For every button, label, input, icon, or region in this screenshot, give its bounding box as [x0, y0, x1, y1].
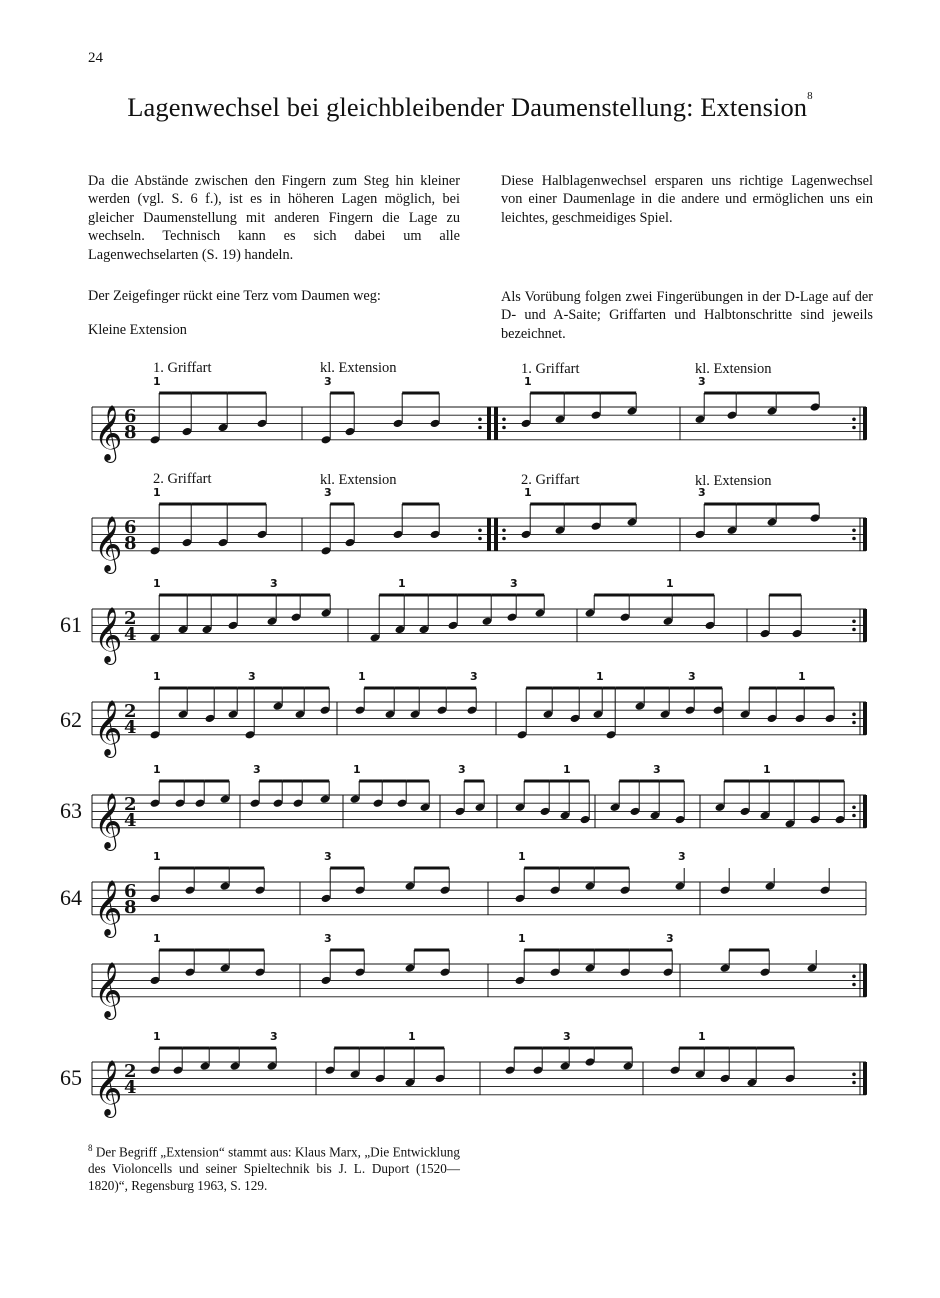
time-signature-bottom: 8: [124, 422, 137, 443]
staff: [92, 516, 867, 574]
label-griffart-1: 1. Griffart: [521, 361, 580, 377]
fingering-number: 3: [324, 932, 332, 945]
end-bar-thick: [863, 964, 867, 997]
exercise-number-61: 61: [60, 612, 82, 637]
fingering-number: 3: [678, 850, 686, 863]
fingering-number: 3: [324, 486, 332, 499]
exercise-number-63: 63: [60, 798, 82, 823]
end-bar-thick: [863, 609, 867, 642]
treble-clef-icon: 𝄞: [94, 515, 123, 572]
intro-right-paragraph: Diese Halblagenwechsel ersparen uns richtige Lagenwechsel von einer Daumenlage in die andere und ermöglichen uns ein leichtes, geschmeidiges Spiel.: [501, 173, 873, 226]
time-signature-top: 6: [124, 881, 137, 902]
note-group: [150, 670, 836, 740]
fingering-number: 1: [153, 763, 161, 776]
fingering-number: 1: [666, 577, 674, 590]
label-kl-extension: kl. Extension: [320, 360, 397, 376]
fingering-number: 1: [153, 932, 161, 945]
title-footnote-mark: 8: [807, 90, 813, 102]
time-signature-top: 2: [124, 794, 137, 815]
fingering-number: 1: [153, 486, 161, 499]
repeat-dot: [852, 620, 856, 624]
fingering-number: 3: [666, 932, 674, 945]
repeat-bar-thick: [494, 518, 498, 551]
exercise-number-65: 65: [60, 1065, 82, 1090]
treble-clef-icon: 𝄞: [94, 961, 123, 1018]
note-group: [150, 375, 821, 445]
footnote: [88, 1140, 460, 1194]
label-kl-extension: kl. Extension: [320, 472, 397, 488]
treble-clef-icon: 𝄞: [94, 1059, 123, 1116]
repeat-bar-thick: [487, 518, 491, 551]
treble-clef-icon: 𝄞: [94, 404, 123, 461]
fingering-number: 3: [688, 670, 696, 683]
fingering-number: 1: [518, 932, 526, 945]
end-bar-thick: [863, 1062, 867, 1095]
preliminary-exercise-note: Als Vorübung folgen zwei Fingerübungen in der D-Lage auf der D- und A-Saite; Griffarten und Halbtonschritte sind jeweils bezeichnet.: [501, 289, 873, 342]
label-griffart-2: 2. Griffart: [153, 471, 212, 487]
repeat-dot: [852, 713, 856, 717]
staff: [92, 405, 867, 463]
repeat-dot: [852, 537, 856, 541]
fingering-number: 1: [153, 375, 161, 388]
fingering-number: 3: [270, 1030, 278, 1043]
page-number: 24: [88, 50, 103, 66]
exercise-number-64: 64: [60, 885, 82, 910]
fingering-number: 1: [563, 763, 571, 776]
fingering-number: 1: [153, 850, 161, 863]
note-group: [150, 850, 831, 903]
fingering-number: 1: [408, 1030, 416, 1043]
fingering-number: 3: [698, 375, 706, 388]
end-bar-thick: [863, 518, 867, 551]
time-signature-bottom: 4: [124, 717, 137, 738]
fingering-number: 1: [763, 763, 771, 776]
time-signature-bottom: 4: [124, 624, 137, 645]
repeat-bar-thick: [494, 407, 498, 440]
fingering-number: 1: [358, 670, 366, 683]
repeat-dot: [852, 529, 856, 533]
fingering-number: 1: [698, 1030, 706, 1043]
fingering-number: 3: [248, 670, 256, 683]
treble-clef-icon: 𝄞: [94, 879, 123, 936]
footnote-text: Der Begriff „Extension“ stammt aus: Klaus Marx, „Die Entwicklung des Violoncells und seiner Spieltechnik bis J. L. Duport (1520—1820)“, Regensburg 1963, S. 129.: [88, 1144, 460, 1193]
repeat-dot: [852, 721, 856, 725]
time-signature-top: 2: [124, 1061, 137, 1082]
label-griffart-1: 1. Griffart: [153, 360, 212, 376]
repeat-dot: [852, 628, 856, 632]
fingering-number: 1: [398, 577, 406, 590]
repeat-dot: [502, 529, 506, 533]
fingering-number: 1: [524, 375, 532, 388]
repeat-dot: [478, 529, 482, 533]
fingering-number: 3: [270, 577, 278, 590]
repeat-dot: [502, 418, 506, 422]
index-finger-line: Der Zeigefinger rückt eine Terz vom Daumen weg:: [88, 288, 381, 304]
intro-left-paragraph: Da die Abstände zwischen den Fingern zum Steg hin kleiner werden (vgl. S. 6 f.), ist es in höheren Lagen möglich, bei gleicher Daumenstellung mit anderen Fingern die Lage zu wechseln. Technisch kann es sich dabei um alle Lagenwechselarten (S. 19) handeln.: [88, 173, 460, 263]
end-bar-thick: [863, 795, 867, 828]
staff: [92, 607, 867, 665]
label-kl-extension: kl. Extension: [695, 473, 772, 489]
fingering-number: 1: [353, 763, 361, 776]
repeat-dot: [478, 426, 482, 430]
footnote-mark: 8: [88, 1143, 93, 1153]
note-group: [150, 577, 803, 642]
end-bar-thick: [863, 702, 867, 735]
fingering-number: 1: [153, 1030, 161, 1043]
staff-systems: [92, 405, 867, 1118]
repeat-dot: [852, 1073, 856, 1077]
title-text: Lagenwechsel bei gleichbleibender Daumenstellung: Extension: [127, 92, 808, 122]
fingering-number: 1: [518, 850, 526, 863]
repeat-dot: [852, 814, 856, 818]
time-signature-bottom: 4: [124, 1077, 137, 1098]
time-signature-bottom: 8: [124, 533, 137, 554]
repeat-dot: [852, 426, 856, 430]
repeat-bar-thick: [487, 407, 491, 440]
fingering-number: 3: [470, 670, 478, 683]
exercise-number-62: 62: [60, 707, 82, 732]
time-signature-top: 2: [124, 701, 137, 722]
repeat-dot: [502, 426, 506, 430]
fingering-number: 1: [153, 577, 161, 590]
repeat-dot: [852, 418, 856, 422]
repeat-dot: [478, 418, 482, 422]
staff: [92, 962, 867, 1020]
time-signature-bottom: 4: [124, 810, 137, 831]
time-signature-top: 2: [124, 608, 137, 629]
fingering-number: 1: [798, 670, 806, 683]
note-group: [150, 486, 821, 556]
time-signature-bottom: 8: [124, 897, 137, 918]
fingering-number: 3: [324, 850, 332, 863]
fingering-number: 1: [596, 670, 604, 683]
staff: [92, 880, 866, 938]
time-signature-top: 6: [124, 517, 137, 538]
fingering-number: 3: [324, 375, 332, 388]
label-kl-extension: kl. Extension: [695, 361, 772, 377]
fingering-number: 3: [510, 577, 518, 590]
repeat-dot: [852, 983, 856, 987]
treble-clef-icon: 𝄞: [94, 792, 123, 849]
fingering-number: 3: [253, 763, 261, 776]
repeat-dot: [478, 537, 482, 541]
time-signature-top: 6: [124, 406, 137, 427]
fingering-number: 3: [458, 763, 466, 776]
staff: [92, 1060, 867, 1118]
fingering-number: 3: [653, 763, 661, 776]
staff: [92, 793, 867, 851]
small-extension-heading: Kleine Extension: [88, 322, 187, 338]
end-bar-thick: [863, 407, 867, 440]
repeat-dot: [502, 537, 506, 541]
fingering-number: 1: [524, 486, 532, 499]
treble-clef-icon: 𝄞: [94, 606, 123, 663]
treble-clef-icon: 𝄞: [94, 699, 123, 756]
fingering-number: 3: [698, 486, 706, 499]
fingering-number: 1: [153, 670, 161, 683]
note-group: [150, 932, 818, 985]
staff: [92, 700, 867, 758]
fingering-number: 3: [563, 1030, 571, 1043]
repeat-dot: [852, 1081, 856, 1085]
repeat-dot: [852, 806, 856, 810]
label-griffart-2: 2. Griffart: [521, 472, 580, 488]
repeat-dot: [852, 975, 856, 979]
